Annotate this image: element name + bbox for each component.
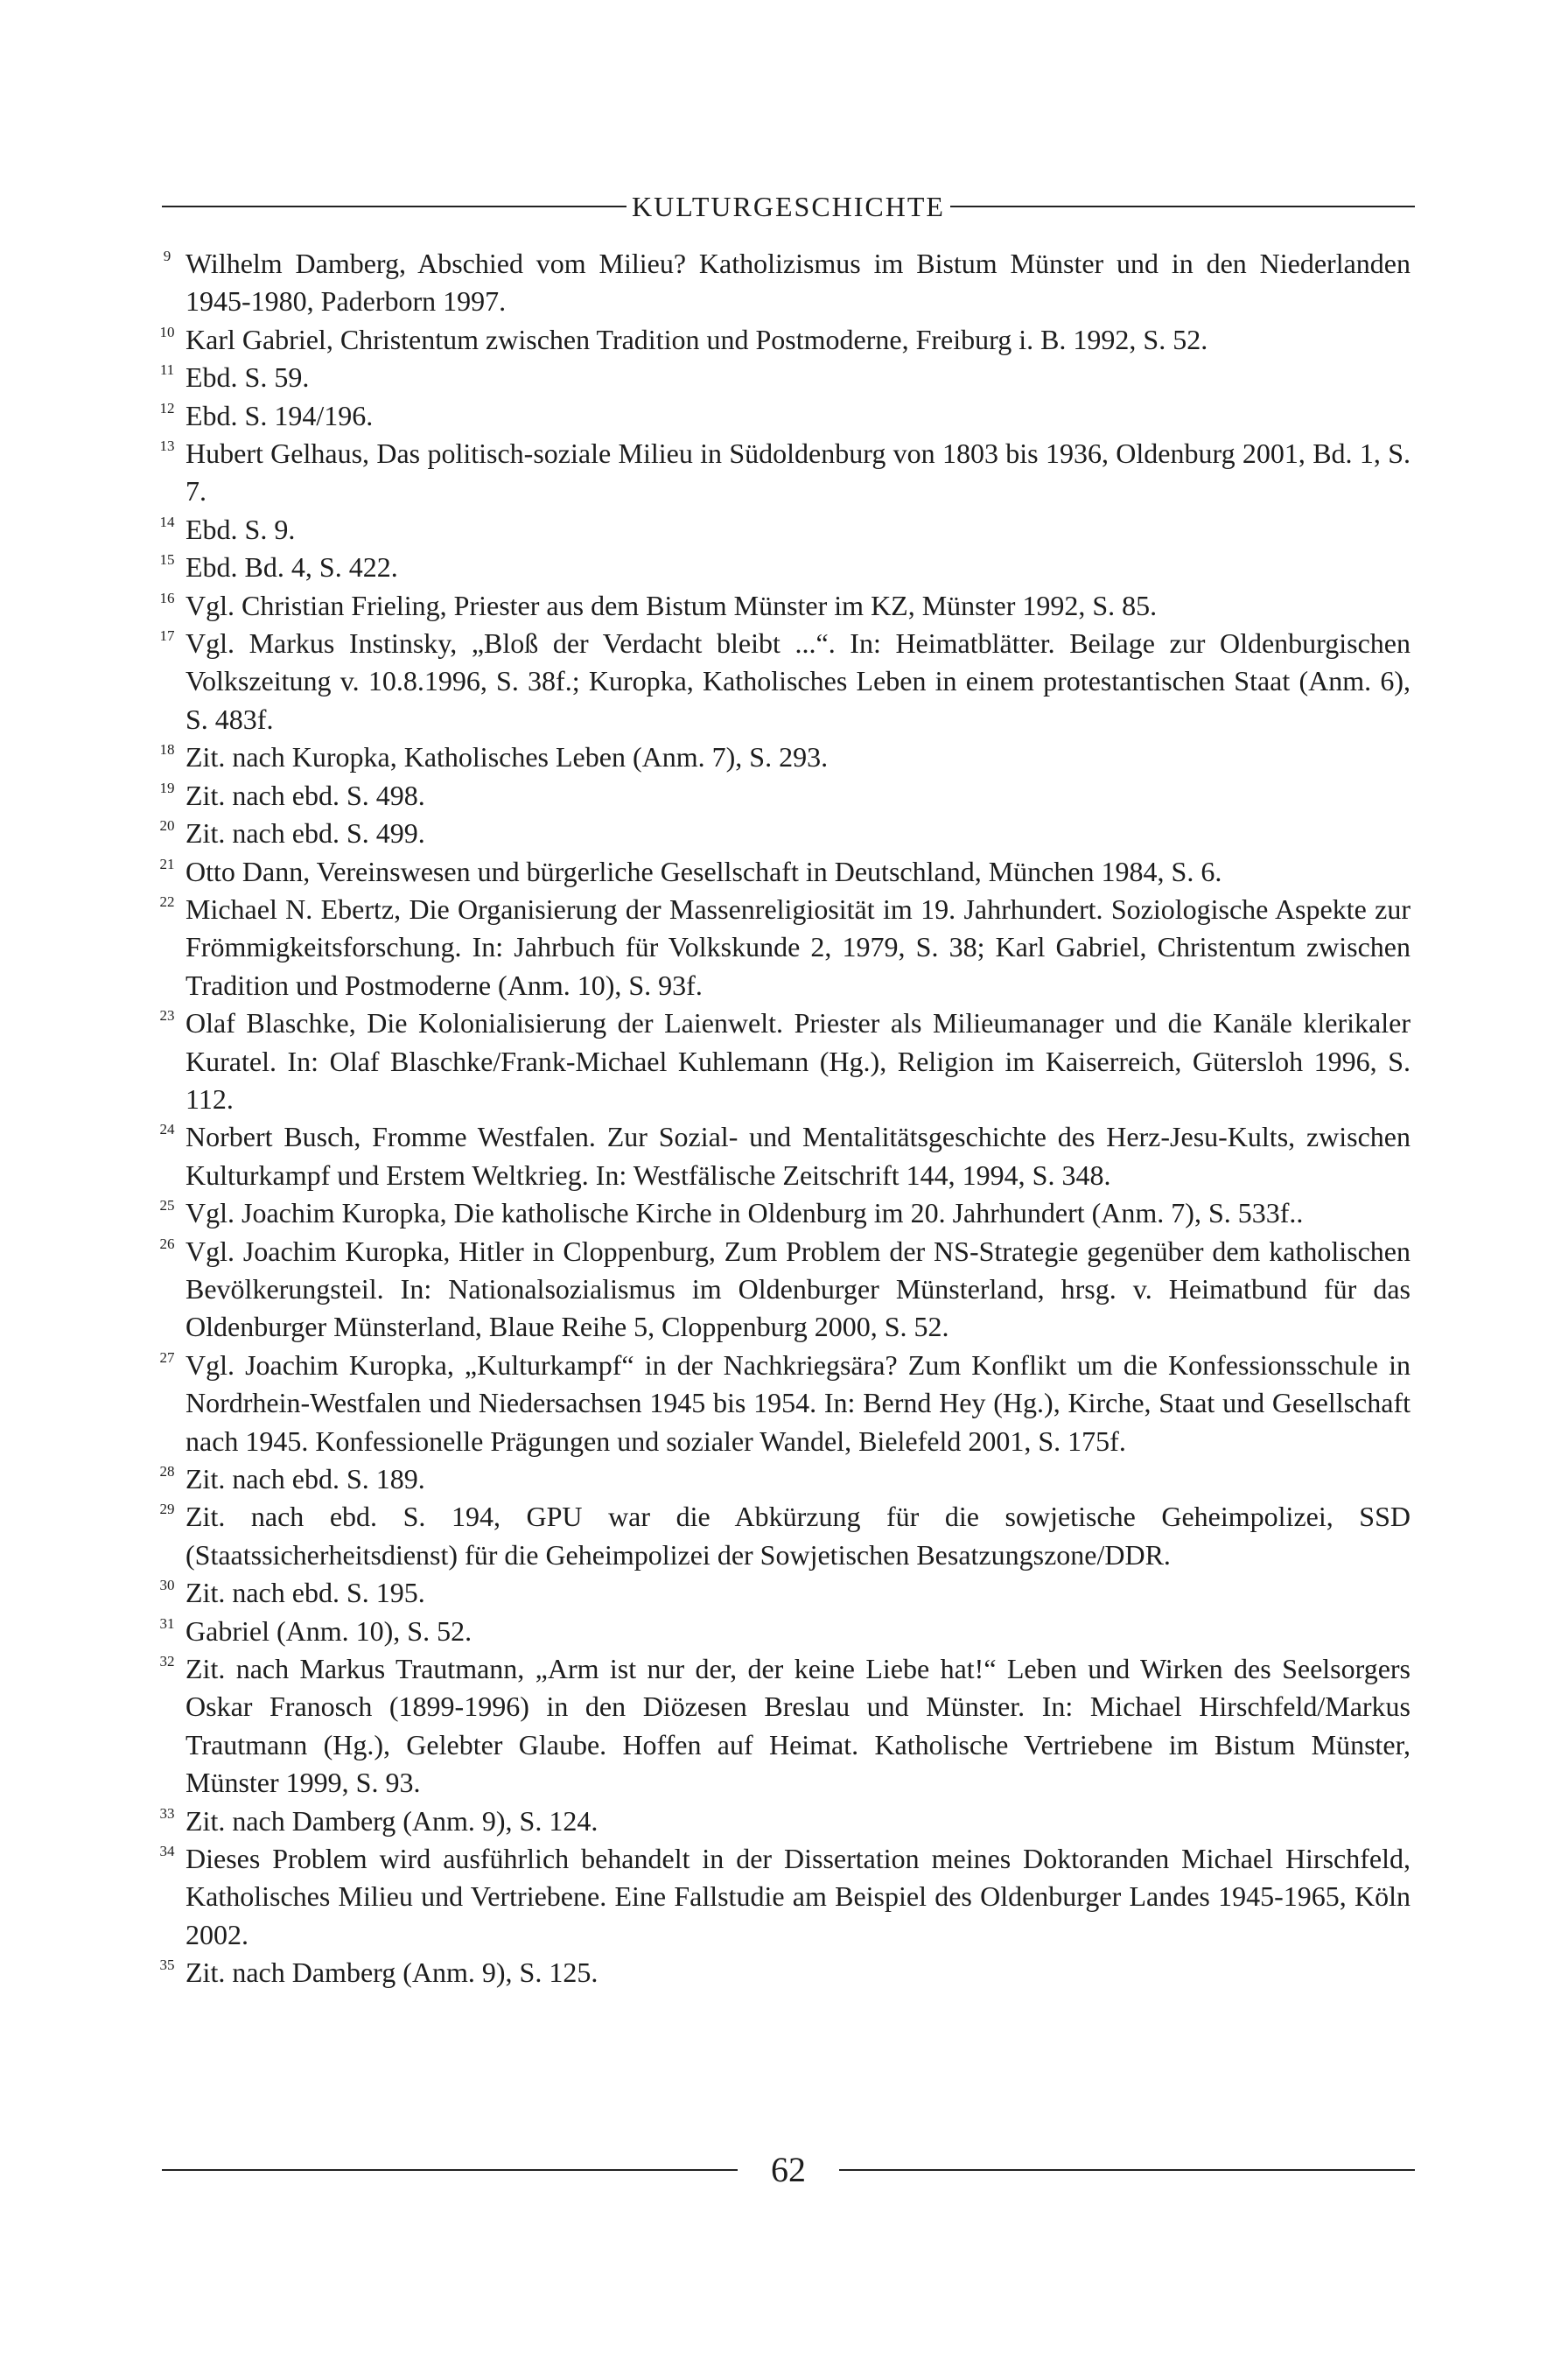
footnote-text: Zit. nach Markus Trautmann, „Arm ist nur der, der keine Liebe hat!“ Leben und Wirken des Seelsorgers Oskar Franosch (1899-1996) in den Diözesen Breslau und Münster. In: Michael Hirschfeld/Markus Trautmann (Hg.), Gelebter Glaube. Hoffen auf Heimat. Katholische Vertriebene im Bistum Münster, Münster 1999, S. 93.: [186, 1653, 1410, 1799]
header-rule-right: [950, 206, 1415, 207]
footnote-text: Zit. nach Damberg (Anm. 9), S. 125.: [186, 1956, 598, 1989]
footnote-number: 23: [159, 1007, 175, 1025]
footnote-text: Hubert Gelhaus, Das politisch-soziale Milieu in Südoldenburg von 1803 bis 1936, Oldenburg 2001, Bd. 1, S. 7.: [186, 438, 1410, 508]
footnote-number: 20: [159, 817, 175, 835]
footnote: [149, 777, 1410, 815]
footnote-number: 33: [159, 1804, 175, 1822]
footnote: [149, 853, 1410, 891]
footnote-number: 17: [159, 627, 175, 645]
header-rule-left: [162, 206, 626, 207]
footnote-text: Wilhelm Damberg, Abschied vom Milieu? Katholizismus im Bistum Münster und in den Niederlanden 1945-1980, Paderborn 1997.: [186, 248, 1410, 318]
footnote-text: Michael N. Ebertz, Die Organisierung der Massenreligiosität im 19. Jahrhundert. Soziologische Aspekte zur Frömmigkeitsforschung. In: Jahrbuch für Volkskunde 2, 1979, S. 38; Karl Gabriel, Christentum zwischen Tradition und Postmoderne (Anm. 10), S. 93f.: [186, 892, 1410, 1001]
footnote-text: Vgl. Markus Instinsky, „Bloß der Verdacht bleibt ...“. In: Heimatblätter. Beilage zur Oldenburgischen Volkszeitung v. 10.8.1996, S. 38f.; Kuropka, Katholisches Leben in einem protestantischen Staat (Anm. 6), S. 483f.: [186, 627, 1410, 735]
footnote-number: 22: [159, 892, 175, 910]
footnote: [149, 397, 1410, 435]
footnote-text: Zit. nach ebd. S. 498.: [186, 779, 425, 811]
footnote: [149, 1347, 1410, 1460]
footnote-text: Vgl. Christian Frieling, Priester aus dem Bistum Münster im KZ, Münster 1992, S. 85.: [186, 589, 1158, 621]
footnote-number: 27: [159, 1348, 175, 1366]
footnote: [149, 1233, 1410, 1347]
footnote-number: 19: [159, 779, 175, 796]
footnote-number: 26: [159, 1235, 175, 1252]
footnote: [149, 1460, 1410, 1498]
footnote: [149, 738, 1410, 776]
footnote-number: 18: [159, 741, 175, 759]
footnote-number: 9: [163, 248, 172, 264]
footnote: [149, 1840, 1410, 1954]
footnote-text: Zit. nach Damberg (Anm. 9), S. 124.: [186, 1804, 598, 1837]
footnote-text: Zit. nach ebd. S. 499.: [186, 817, 425, 850]
footnote: [149, 587, 1410, 625]
footnote: [149, 1574, 1410, 1612]
footnote: [149, 359, 1410, 396]
footnote-text: Ebd. Bd. 4, S. 422.: [186, 551, 398, 584]
footnote-text: Zit. nach Kuropka, Katholisches Leben (Anm. 7), S. 293.: [186, 741, 829, 774]
footnote: [149, 1194, 1410, 1232]
footnote-text: Zit. nach ebd. S. 195.: [186, 1577, 425, 1609]
footnote: [149, 1498, 1410, 1574]
footer-rule-right: [839, 2169, 1415, 2171]
footnote-number: 29: [159, 1501, 175, 1518]
footnote: [149, 1954, 1410, 1992]
footnote-text: Karl Gabriel, Christentum zwischen Tradition und Postmoderne, Freiburg i. B. 1992, S. 52.: [186, 323, 1208, 355]
footnote: [149, 891, 1410, 1004]
footnote-number: 15: [159, 551, 175, 569]
footnote: [149, 549, 1410, 586]
footnote-text: Gabriel (Anm. 10), S. 52.: [186, 1614, 472, 1647]
footnote-text: Vgl. Joachim Kuropka, Hitler in Cloppenburg, Zum Problem der NS-Strategie gegenüber dem katholischen Bevölkerungsteil. In: Nationalsozialismus im Oldenburger Münsterland, hrsg. v. Heimatbund für das Oldenburger Münsterland, Blaue Reihe 5, Cloppenburg 2000, S. 52.: [186, 1235, 1410, 1343]
footnote: [149, 1613, 1410, 1650]
page-footer: [162, 2144, 1415, 2196]
footnote: [149, 1118, 1410, 1194]
footnote-number: 16: [159, 589, 175, 606]
footnote-number: 13: [159, 438, 175, 455]
footnote: [149, 1650, 1410, 1802]
footnote-text: Dieses Problem wird ausführlich behandelt in der Dissertation meines Doktoranden Michael Hirschfeld, Katholisches Milieu und Vertriebene. Eine Fallstudie am Beispiel des Oldenburger Landes 1945-1965, Köln 2002.: [186, 1843, 1410, 1950]
page-number: 62: [771, 2150, 806, 2189]
footnote: [149, 1802, 1410, 1840]
footnote-number: 11: [159, 361, 175, 379]
footnote-number: 25: [159, 1197, 175, 1214]
footnote-text: Ebd. S. 9.: [186, 513, 296, 545]
footnote-number: 28: [159, 1463, 175, 1480]
running-title: KULTURGESCHICHTE: [632, 191, 945, 222]
footnote-number: 30: [159, 1577, 175, 1594]
footnote-number: 12: [159, 399, 175, 416]
footnote-number: 10: [159, 323, 175, 340]
footnote: [149, 321, 1410, 359]
footnote: [149, 815, 1410, 852]
footnote-text: Zit. nach ebd. S. 194, GPU war die Abkürzung für die sowjetische Geheimpolizei, SSD (Staatssicherheitsdienst) für die Geheimpolizei der Sowjetischen Besatzungszone/DDR.: [186, 1501, 1410, 1571]
footnote: [149, 511, 1410, 549]
running-header: [162, 186, 1415, 228]
footnote-text: Otto Dann, Vereinswesen und bürgerliche Gesellschaft in Deutschland, München 1984, S. 6.: [186, 855, 1222, 887]
footnote: [149, 625, 1410, 738]
footnote-text: Vgl. Joachim Kuropka, „Kulturkampf“ in der Nachkriegsära? Zum Konflikt um die Konfessionsschule in Nordrhein-Westfalen und Niedersachsen 1945 bis 1954. In: Bernd Hey (Hg.), Kirche, Staat und Gesellschaft nach 1945. Konfessionelle Prägungen und sozialer Wandel, Bielefeld 2001, S. 175f.: [186, 1348, 1410, 1457]
footnote-number: 31: [159, 1614, 175, 1632]
footer-rule-left: [162, 2169, 738, 2171]
footnote-list: [149, 245, 1410, 1992]
footnote: [149, 245, 1410, 321]
footnote-number: 32: [159, 1653, 175, 1670]
footnote-number: 24: [159, 1121, 175, 1138]
footnote-text: Olaf Blaschke, Die Kolonialisierung der Laienwelt. Priester als Milieumanager und die Kanäle klerikaler Kuratel. In: Olaf Blaschke/Frank-Michael Kuhlemann (Hg.), Religion im Kaiserreich, Gütersloh 1996, S. 112.: [186, 1007, 1410, 1115]
footnote-number: 21: [159, 855, 175, 872]
footnote-text: Zit. nach ebd. S. 189.: [186, 1463, 425, 1494]
footnote-number: 35: [159, 1956, 175, 1974]
footnote-number: 14: [159, 513, 175, 530]
footnote-text: Norbert Busch, Fromme Westfalen. Zur Sozial- und Mentalitätsgeschichte des Herz-Jesu-Kults, zwischen Kulturkampf und Erstem Weltkrieg. In: Westfälische Zeitschrift 144, 1994, S. 348.: [186, 1121, 1410, 1191]
footnote-number: 34: [159, 1843, 175, 1860]
footnote: [149, 1004, 1410, 1118]
footnote-text: Ebd. S. 194/196.: [186, 399, 374, 431]
footnote: [149, 435, 1410, 511]
footnote-text: Vgl. Joachim Kuropka, Die katholische Kirche in Oldenburg im 20. Jahrhundert (Anm. 7), S. 533f..: [186, 1197, 1304, 1229]
footnote-text: Ebd. S. 59.: [186, 361, 310, 394]
